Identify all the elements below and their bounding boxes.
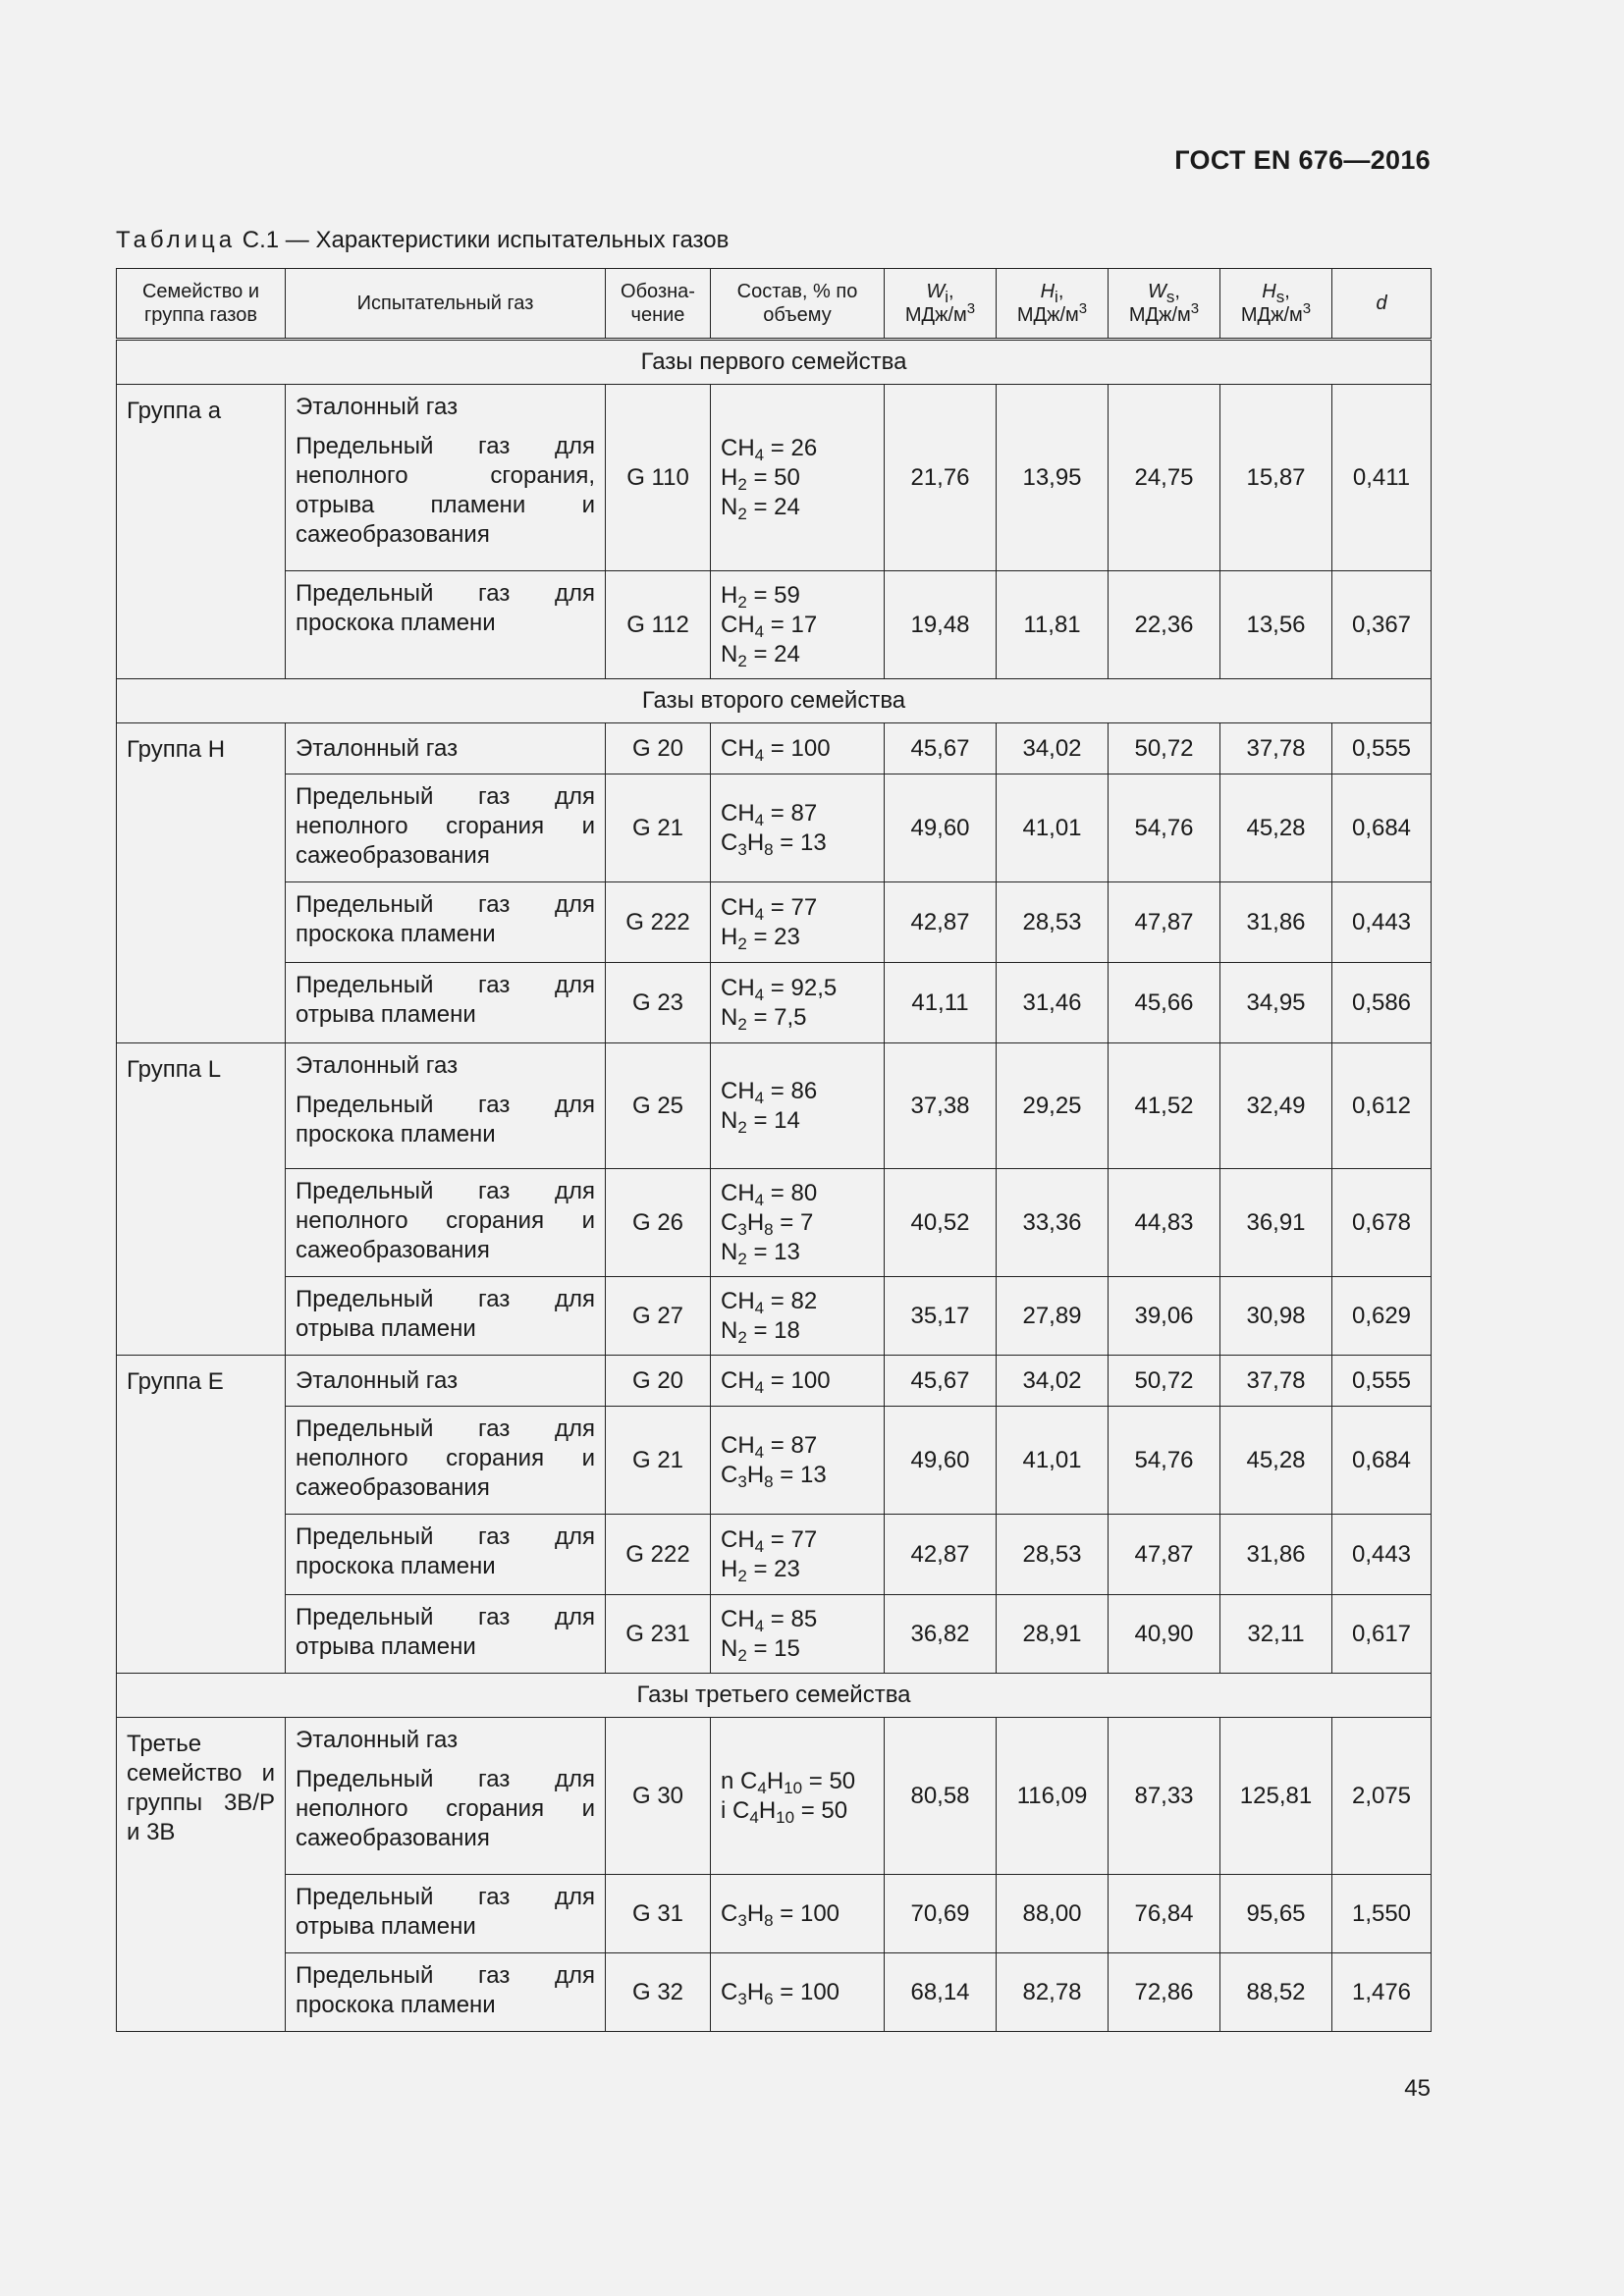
col-ws: $W_s$, МДж/$м^3$ bbox=[1109, 269, 1220, 340]
col-designation: Обозна-чение bbox=[606, 269, 711, 340]
group-label: Третье семейство и группы 3В/Р и 3В bbox=[117, 1718, 286, 2032]
caption-label: Таблица bbox=[116, 227, 237, 253]
caption-text: С.1 — Характеристики испытательных газов bbox=[242, 227, 730, 253]
composition: $H_2 = 59$ $CH_4 = 17$ $N_2 = 24$ bbox=[711, 571, 885, 679]
document-code: ГОСТ EN 676—2016 bbox=[1174, 145, 1431, 175]
table-row: Третье семейство и группы 3В/Р и 3В Эталонный газ Предельный газ для неполного сгорания и сажеобразования G 30 n $C_4H_{10} = 50$ i $C_4H_{10} = 50$ 80,58 116,09 87,33 125,81 2,075 bbox=[117, 1718, 1432, 1875]
table-row: Группа L Эталонный газ Предельный газ для проскока пламени G 25 $CH_4 = 86$ $N_2 = 14$ 37,38 29,25 41,52 32,49 0,612 bbox=[117, 1043, 1432, 1169]
group-label: Группа H bbox=[117, 723, 286, 1043]
ref-gas: Эталонный газ bbox=[296, 394, 459, 420]
col-family: Семейство и группа газов bbox=[117, 269, 286, 340]
table-row: Группа a Эталонный газ Предельный газ для неполного сгорания, отрыва пламени и сажеобразования G 110 $CH_4 = 26$ $H_2 = 50$ $N_2 = 24$ 21,76 13,95 24,75 15,87 0,411 bbox=[117, 385, 1432, 571]
col-test-gas: Испытательный газ bbox=[286, 269, 606, 340]
group-label: Группа L bbox=[117, 1043, 286, 1356]
table-row: Группа E Эталонный газ G 20 $CH_4 = 100$ 45,67 34,02 50,72 37,78 0,555 bbox=[117, 1356, 1432, 1407]
group-label: Группа E bbox=[117, 1356, 286, 1674]
table-caption bbox=[116, 227, 729, 254]
table-row: Предельный газ для проскока пламени G 222 $CH_4 = 77$ $H_2 = 23$ 42,87 28,53 47,87 31,86 0,443 bbox=[117, 882, 1432, 963]
composition: $CH_4 = 26$ $H_2 = 50$ $N_2 = 24$ bbox=[711, 385, 885, 571]
table-row: Группа H Эталонный газ G 20 $CH_4 = 100$ 45,67 34,02 50,72 37,78 0,555 bbox=[117, 723, 1432, 774]
table-row: Предельный газ для неполного сгорания и сажеобразования G 21 $CH_4 = 87$ $C_3H_8 = 13$ 49,60 41,01 54,76 45,28 0,684 bbox=[117, 774, 1432, 882]
group-label: Группа a bbox=[117, 385, 286, 679]
table-row: Предельный газ для отрыва пламени G 231 $CH_4 = 85$ $N_2 = 15$ 36,82 28,91 40,90 32,11 0,617 bbox=[117, 1595, 1432, 1674]
table-row: Предельный газ для проскока пламени G 222 $CH_4 = 77$ $H_2 = 23$ 42,87 28,53 47,87 31,86 0,443 bbox=[117, 1515, 1432, 1595]
col-hi: $H_i$, МДж/$м^3$ bbox=[997, 269, 1109, 340]
family-row: Газы первого семейства bbox=[117, 340, 1432, 385]
table-row: Предельный газ для неполного сгорания и сажеобразования G 26 $CH_4 = 80$ $C_3H_8 = 7$ $N_2 = 13$ 40,52 33,36 44,83 36,91 0,678 bbox=[117, 1169, 1432, 1277]
col-hs: $H_s$, МДж/$м^3$ bbox=[1220, 269, 1332, 340]
table-row: Предельный газ для проскока пламени G 112 $H_2 = 59$ $CH_4 = 17$ $N_2 = 24$ 19,48 11,81 22,36 13,56 0,367 bbox=[117, 571, 1432, 679]
col-d: d bbox=[1332, 269, 1432, 340]
table-row: Предельный газ для неполного сгорания и сажеобразования G 21 $CH_4 = 87$ $C_3H_8 = 13$ 49,60 41,01 54,76 45,28 0,684 bbox=[117, 1407, 1432, 1515]
table-row: Предельный газ для отрыва пламени G 31 $C_3H_8 = 100$ 70,69 88,00 76,84 95,65 1,550 bbox=[117, 1875, 1432, 1953]
family-row: Газы третьего семейства bbox=[117, 1674, 1432, 1718]
table-row: Предельный газ для проскока пламени G 32 $C_3H_6 = 100$ 68,14 82,78 72,86 88,52 1,476 bbox=[117, 1953, 1432, 2032]
col-composition: Состав, % по объему bbox=[711, 269, 885, 340]
header-row bbox=[117, 269, 1432, 340]
table-row: Предельный газ для отрыва пламени G 23 $CH_4 = 92,5$ $N_2 = 7,5$ 41,11 31,46 45,66 34,95 0,586 bbox=[117, 963, 1432, 1043]
test-gases-table bbox=[116, 268, 1432, 2032]
col-wi: $W_i$, МДж/$м^3$ bbox=[885, 269, 997, 340]
page-number: 45 bbox=[1404, 2075, 1431, 2102]
table-row: Предельный газ для отрыва пламени G 27 $CH_4 = 82$ $N_2 = 18$ 35,17 27,89 39,06 30,98 0,629 bbox=[117, 1277, 1432, 1356]
family-row: Газы второго семейства bbox=[117, 679, 1432, 723]
